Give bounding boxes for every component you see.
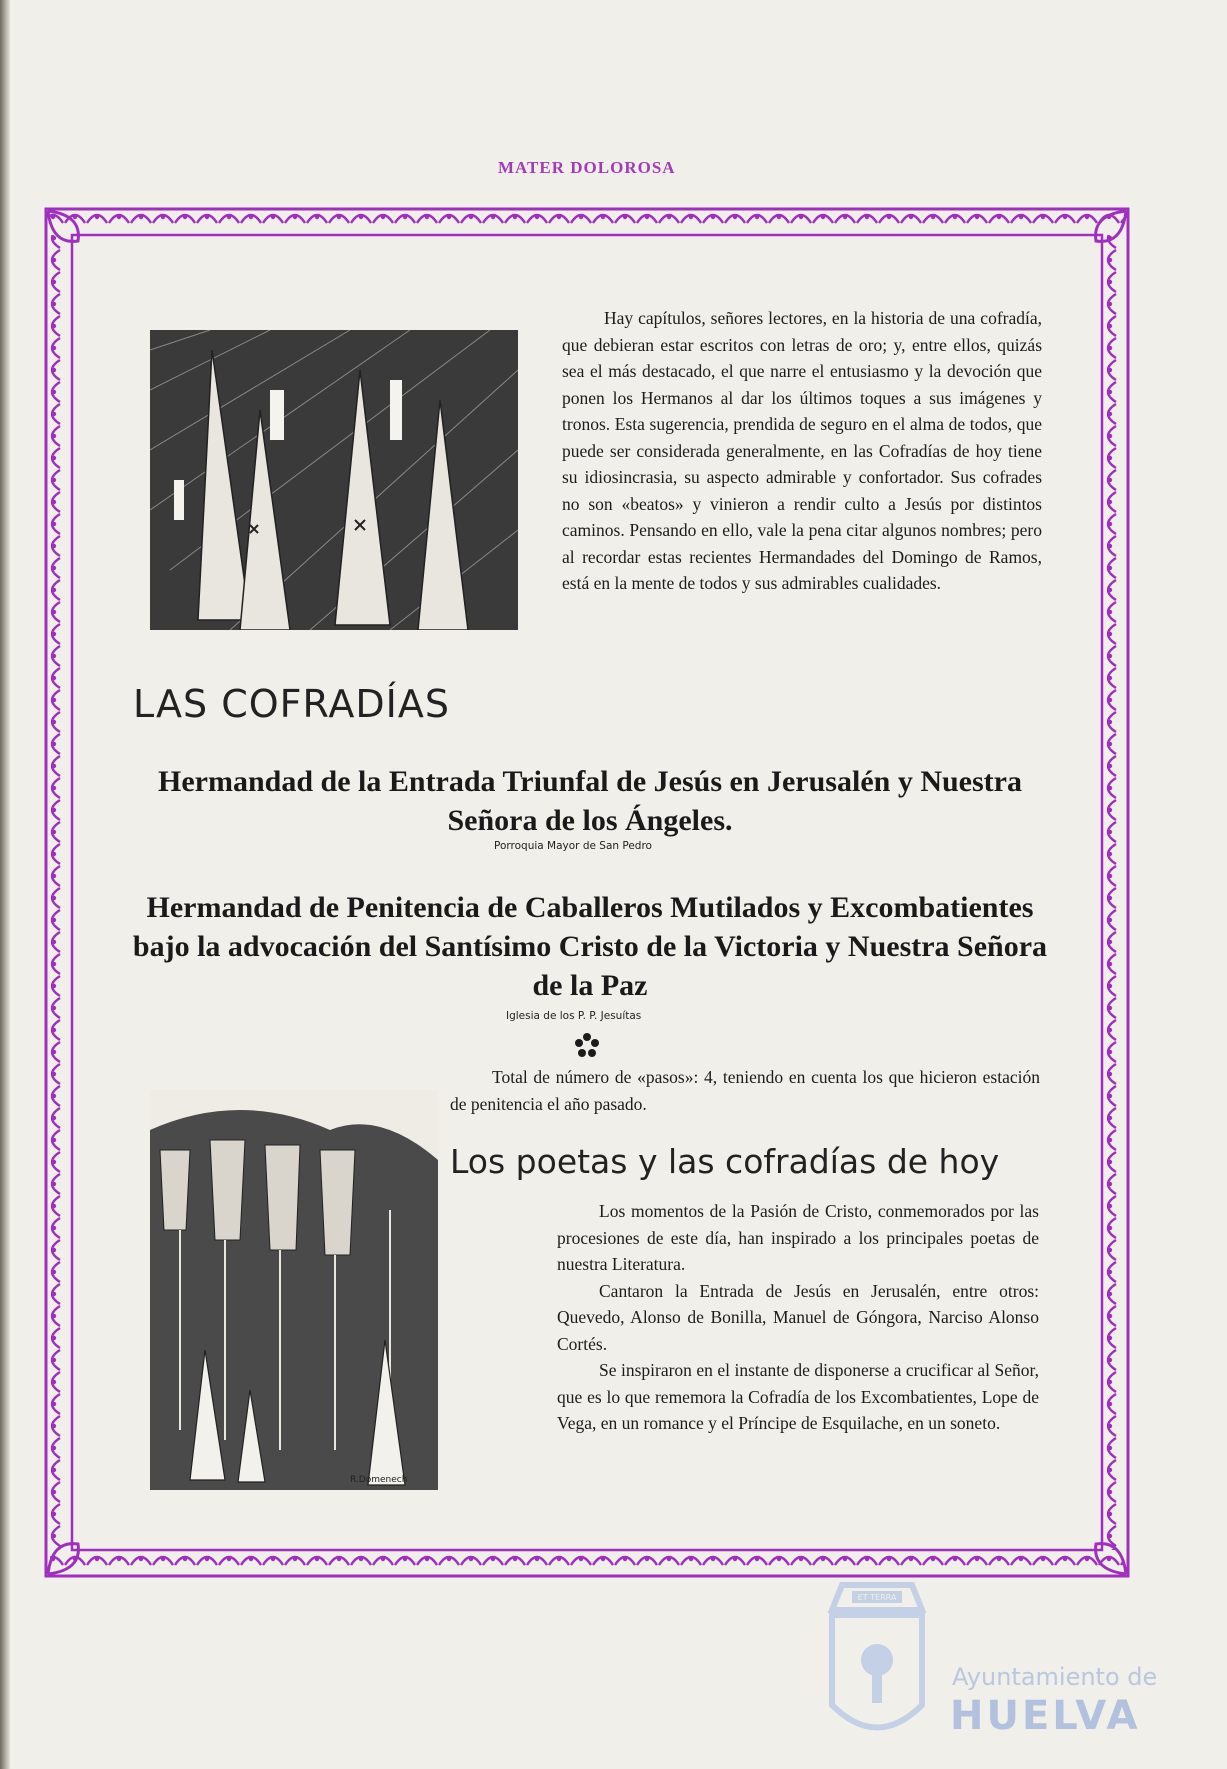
section-title: LAS COFRADÍAS [133,682,450,726]
hermandad-1-church: Porroquia Mayor de San Pedro [494,840,652,852]
illustration-signature: R.Domenech [350,1475,408,1485]
poets-section-title: Los poetas y las cofradías de hoy [450,1142,1000,1181]
intro-paragraph: Hay capítulos, señores lectores, en la historia de una cofradía, que debieran estar escritos con letras de oro; y, entre ellos, quizás sea el más destacado, el que narre el entusiasmo y la devoción que ponen los Hermanos al dar los últimos toques a sus imágenes y tronos. Esta sugerencia, prendida de seguro en el alma de todos, que puede ser considerada generalmente, en las Cofradías de hoy tiene su idiosincrasia, su aspecto admirable y confortador. Sus cofrades no son «beatos» y vinieron a rendir culto a Jesús por distintos caminos. Pensando en ello, vale la pena citar algunos nombres; pero al recordar estas recientes Hermandades del Domingo de Ramos, está en la mente de todos y sus admirables cualidades. [562,308,1042,593]
hermandad-1-title: Hermandad de la Entrada Triunfal de Jesús en Jerusalén y Nuestra Señora de los Ángeles. [158,765,1022,837]
book-spine-shadow [0,0,10,1769]
coat-of-arms-icon [812,1565,942,1755]
watermark-line2: HUELVA [950,1693,1141,1739]
poets-paragraph-1: Los momentos de la Pasión de Cristo, conmemorados por las procesiones de este día, han inspirado a los principales poetas de nuestra Literatura. [557,1201,1039,1274]
poets-paragraph-3: Se inspiraron en el instante de disponerse a crucificar al Señor, que es lo que rememora la Cofradía de los Excombatientes, Lope de Vega, en un romance y el Príncipe de Esquilache, en un soneto. [557,1360,1039,1433]
ayuntamiento-watermark [812,1565,1212,1755]
poets-paragraph-2: Cantaron la Entrada de Jesús en Jerusalén, entre otros: Quevedo, Alonso de Bonilla, Manuel de Góngora, Narciso Alonso Cortés. [557,1280,1039,1354]
flower-ornament-icon [573,1032,601,1065]
hermandad-2-title: Hermandad de Penitencia de Caballeros Mutilados y Excombatientes bajo la advocación del Santísimo Cristo de la Victoria y Nuestra Señora de la Paz [132,891,1048,1002]
running-head: MATER DOLOROSA [498,158,676,177]
watermark-line1: Ayuntamiento de [952,1663,1158,1691]
illustration-nazarenos [150,330,518,630]
pasos-count-text: Total de número de «pasos»: 4, teniendo en cuenta los que hicieron estación de penitencia el año pasado. [450,1067,1040,1114]
illustration-procession [150,1090,438,1490]
svg-text:ET TERRA: ET TERRA [857,1593,897,1602]
hermandad-2-church: Iglesia de los P. P. Jesuítas [506,1010,642,1022]
